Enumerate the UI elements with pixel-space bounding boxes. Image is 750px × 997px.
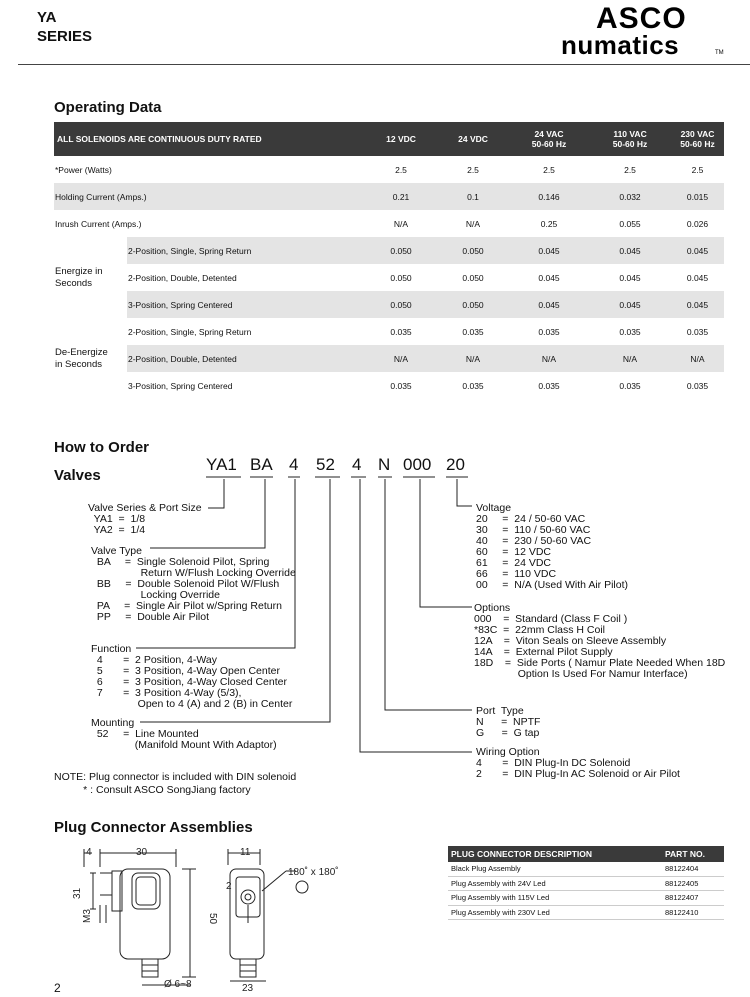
logo-top-text: ASCO (596, 2, 687, 35)
table-row (448, 862, 724, 876)
dim-4: 4 (86, 847, 92, 858)
row-label: 2-Position, Double, Detented (128, 272, 237, 283)
code-port: N (378, 455, 391, 474)
cell: 0.045 (686, 272, 709, 283)
cell: 0.035 (462, 380, 484, 391)
col-header-part-no: PART NO. (662, 846, 724, 862)
cell: 2.5 (467, 164, 479, 175)
table-row (448, 876, 724, 891)
cell: N/A (437, 345, 509, 372)
cell: 0.045 (671, 237, 724, 264)
code-function: 4 (289, 455, 299, 474)
order-options-block: Options 000 = Standard (Class F Coil ) *83C = 22mm Class H Coil 12A = Viton Seals on Sleeve Assembly 14A = External Pilot Supply 18D = Side Ports ( Namur Plate Needed When 18D Option Is Used For Namur Interface) (474, 602, 726, 680)
cell: 0.026 (686, 218, 709, 229)
cell: Black Plug Assembly (448, 862, 662, 876)
order-subtitle: Valves (54, 467, 101, 484)
cell: N/A (393, 218, 409, 229)
order-type-block: Valve Type BA = Single Solenoid Pilot, Spring Return W/Flush Locking Override BB = Double Solenoid Pilot W/Flush Locking Override PA = Single Air Pilot w/Spring Return PP = Double Air Pilot (91, 545, 296, 623)
col-header-12vdc: 12 VDC (365, 122, 437, 156)
code-yа1: YA1 (206, 455, 237, 474)
col-header-description: PLUG CONNECTOR DESCRIPTION (448, 846, 662, 862)
cell: 0.146 (509, 183, 589, 210)
cell: 0.045 (589, 237, 671, 264)
cell: 0.045 (538, 272, 560, 283)
cell: 0.015 (671, 183, 724, 210)
cell: 0.035 (686, 326, 709, 337)
cell: 0.035 (619, 326, 641, 337)
order-title: How to Order (54, 439, 150, 456)
cell: N/A (671, 345, 724, 372)
code-wiring: 4 (352, 455, 362, 474)
plug-table (448, 846, 724, 920)
page-number: 2 (54, 981, 61, 995)
dim-m3: M3 (82, 909, 93, 923)
order-note-2: * : Consult ASCO SongJiang factory (54, 784, 251, 796)
order-voltage-block: Voltage 20 = 24 / 50-60 VAC 30 = 110 / 50-60 VAC 40 = 230 / 50-60 VAC 60 = 12 VDC 61 = 24 VDC 66 = 110 VDC 00 = N/A (Used With Air Pilot) (476, 502, 629, 591)
cell: 2.5 (624, 164, 636, 175)
order-note-1: NOTE: Plug connector is included with DIN solenoid (54, 771, 297, 783)
logo-bottom-text: numatics (561, 30, 680, 60)
table-row (448, 891, 724, 906)
col-header-24vdc: 24 VDC (437, 122, 509, 156)
cell: 0.050 (437, 237, 509, 264)
cell: 0.045 (589, 291, 671, 318)
cell: N/A (509, 345, 589, 372)
col-header-230vac: 230 VAC 50-60 Hz (671, 122, 724, 156)
dim-11: 11 (240, 847, 251, 858)
cell: 0.050 (437, 291, 509, 318)
row-label: *Power (Watts) (55, 164, 112, 175)
cell: 0.032 (589, 183, 671, 210)
table-row (448, 905, 724, 920)
order-mounting-block: Mounting 52 = Line Mounted (Manifold Mount With Adaptor) (91, 717, 277, 751)
dim-31: 31 (72, 887, 83, 899)
dim-2: 2 (226, 881, 232, 892)
row-label: 2-Position, Single, Spring Return (128, 326, 252, 337)
dim-180: 180˚ x 180˚ (288, 867, 339, 878)
plug-header-row (448, 846, 724, 862)
cell: 0.1 (437, 183, 509, 210)
cell: Plug Assembly with 230V Led (448, 905, 662, 920)
cell: 0.050 (390, 272, 412, 283)
row-label: Inrush Current (Amps.) (55, 218, 142, 229)
cell: Plug Assembly with 115V Led (448, 891, 662, 906)
cell: Plug Assembly with 24V Led (448, 876, 662, 891)
cell: 0.21 (365, 183, 437, 210)
order-series-block: Valve Series & Port Size YA1 = 1/8 YA2 = 1/4 (88, 502, 202, 536)
energize-group-label: Energize in Seconds (54, 237, 127, 318)
dim-68: Ø 6~8 (164, 979, 192, 990)
cell: 88122404 (662, 862, 724, 876)
cell: 0.035 (462, 326, 484, 337)
cell: 0.055 (619, 218, 641, 229)
cell: 0.045 (671, 291, 724, 318)
cell: 0.050 (462, 272, 484, 283)
row-label: 3-Position, Spring Centered (127, 291, 365, 318)
order-function-block: Function 4 = 2 Position, 4-Way 5 = 3 Position, 4-Way Open Center 6 = 3 Position, 4-Way Closed Center 7 = 3 Position 4-Way (5/3), Open to 4 (A) and 2 (B) in Center (91, 643, 293, 710)
code-voltage: 20 (446, 455, 465, 474)
code-mounting: 52 (316, 455, 335, 474)
plug-title: Plug Connector Assemblies (54, 819, 253, 836)
cell: 0.035 (390, 380, 412, 391)
col-header-duty: ALL SOLENOIDS ARE CONTINUOUS DUTY RATED (54, 122, 365, 156)
order-wiring-block: Wiring Option 4 = DIN Plug-In DC Solenoid 2 = DIN Plug-In AC Solenoid or Air Pilot (476, 746, 680, 780)
dim-50: 50 (207, 913, 218, 925)
code-ba: BA (250, 455, 273, 474)
cell: 2.5 (543, 164, 555, 175)
cell: 0.050 (365, 237, 437, 264)
cell: N/A (465, 218, 481, 229)
logo-tm: TM (715, 50, 724, 56)
row-label: 2-Position, Double, Detented (127, 345, 365, 372)
cell: 88122410 (662, 905, 724, 920)
cell: 2.5 (395, 164, 407, 175)
cell: 0.045 (619, 272, 641, 283)
col-header-24vac: 24 VAC 50-60 Hz (509, 122, 589, 156)
cell: 0.045 (509, 291, 589, 318)
row-label: Holding Current (Amps.) (54, 183, 365, 210)
cell: 0.035 (619, 380, 641, 391)
deenergize-group-label: De-Energize in Seconds (54, 318, 127, 399)
series-line-1: YA (37, 9, 57, 26)
cell: 0.25 (540, 218, 558, 229)
cell: 0.035 (538, 380, 560, 391)
dim-30: 30 (136, 847, 148, 858)
row-label: 3-Position, Spring Centered (128, 380, 233, 391)
plug-drawing (60, 843, 430, 993)
cell: N/A (589, 345, 671, 372)
cell: 0.035 (538, 326, 560, 337)
cell: 0.045 (509, 237, 589, 264)
col-header-110vac: 110 VAC 50-60 Hz (589, 122, 671, 156)
cell: 0.050 (365, 291, 437, 318)
dim-23: 23 (242, 983, 254, 993)
operating-title: Operating Data (54, 99, 162, 116)
order-port-block: Port Type N = NPTF G = G tap (476, 705, 541, 739)
cell: 88122407 (662, 891, 724, 906)
series-line-2: SERIES (37, 28, 93, 45)
cell: 88122405 (662, 876, 724, 891)
cell: 2.5 (691, 164, 704, 175)
cell: 0.035 (390, 326, 412, 337)
row-label: 2-Position, Single, Spring Return (127, 237, 365, 264)
cell: 0.035 (686, 380, 709, 391)
cell: N/A (365, 345, 437, 372)
code-options: 000 (403, 455, 432, 474)
